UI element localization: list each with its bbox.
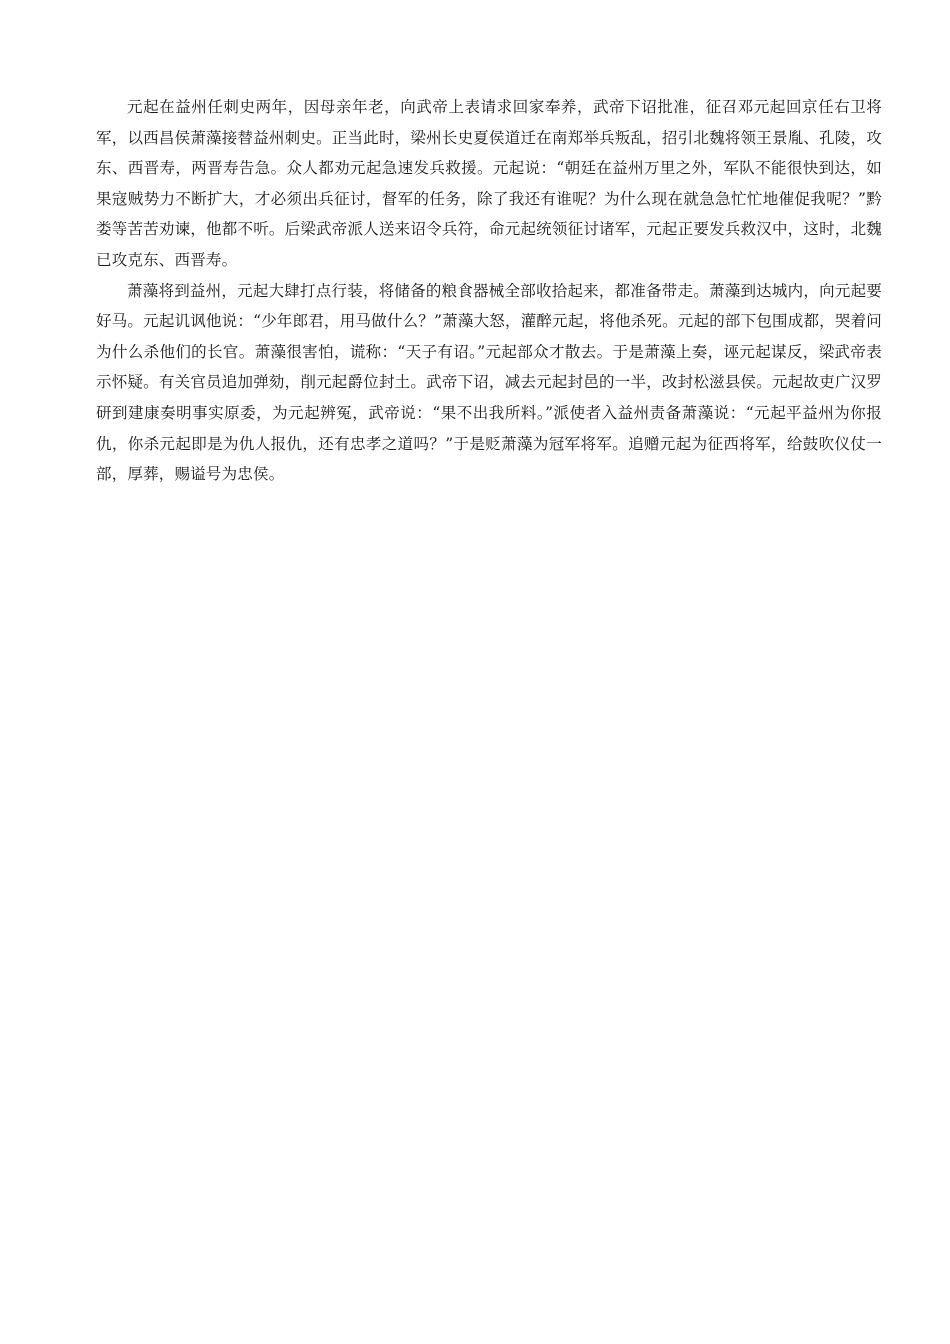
paragraph-1: 元起在益州任刺史两年，因母亲年老，向武帝上表请求回家奉养，武帝下诏批准，征召邓元起回京任右卫将军，以西昌侯萧藻接替益州刺史。正当此时，梁州长史夏侯道迁在南郑举兵叛乱，招引北魏将领王景胤、孔陵，攻东、西晋寿，两晋寿告急。众人都劝元起急速发兵救援。元起说：“朝廷在益州万里之外，军队不能很快到达，如果寇贼势力不断扩大，才必须出兵征讨，督军的任务，除了我还有谁呢？为什么现在就急急忙忙地催促我呢？”黔娄等苦苦劝谏，他都不听。后梁武帝派人送来诏令兵符，命元起统领征讨诸军，元起正要发兵救汉中，这时，北魏已攻克东、西晋寿。 bbox=[96, 98, 882, 269]
document-body bbox=[96, 92, 882, 490]
paragraph-2: 萧藻将到益州，元起大肆打点行装，将储备的粮食器械全部收拾起来，都准备带走。萧藻到达城内，向元起要好马。元起讥讽他说：“少年郎君，用马做什么？”萧藻大怒，灌醉元起，将他杀死。元起的部下包围成都，哭着问为什么杀他们的长官。萧藻很害怕，谎称：“天子有诏。”元起部众才散去。于是萧藻上奏，诬元起谋反，梁武帝表示怀疑。有关官员追加弹劾，削元起爵位封土。武帝下诏，减去元起封邑的一半，改封松滋县侯。元起故吏广汉罗研到建康奏明事实原委，为元起辨冤，武帝说：“果不出我所料。”派使者入益州责备萧藻说：“元起平益州为你报仇，你杀元起即是为仇人报仇，还有忠孝之道吗？”于是贬萧藻为冠军将军。追赠元起为征西将军，给鼓吹仪仗一部，厚葬，赐谥号为忠侯。 bbox=[96, 281, 882, 484]
